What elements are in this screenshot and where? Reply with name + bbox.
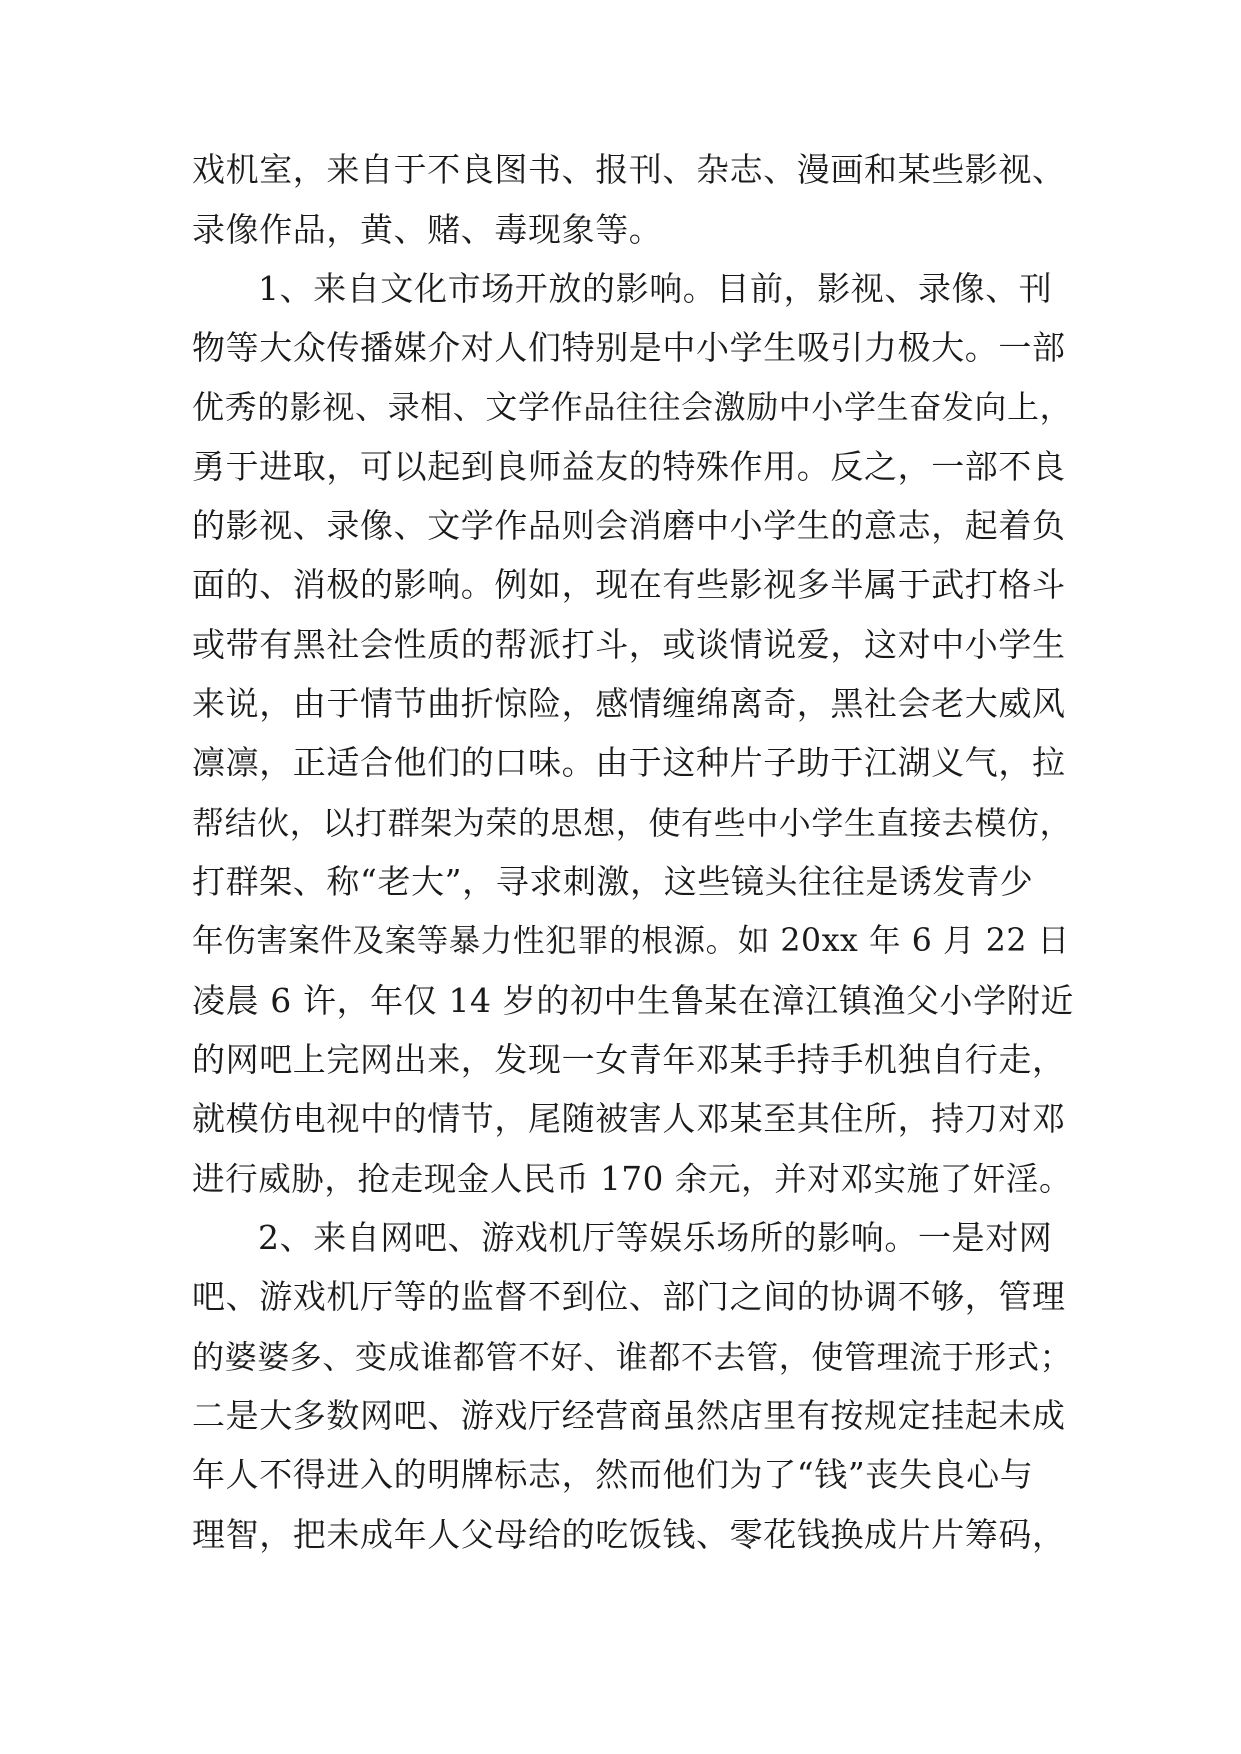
text-line: 勇于进取，可以起到良师益友的特殊作用。反之，一部不良 [192, 447, 1066, 486]
text-line: 凛凛，正适合他们的口味。由于这种片子助于江湖义气，拉 [192, 743, 1066, 782]
text-line: 录像作品，黄、赌、毒现象等。 [192, 210, 663, 249]
text-line: 的网吧上完网出来，发现一女青年邓某手持手机独自行走， [192, 1040, 1066, 1079]
text-line: 凌晨 6 许，年仅 14 岁的初中生鲁某在漳江镇渔父小学附近 [192, 981, 1074, 1020]
text-line: 或带有黑社会性质的帮派打斗，或谈情说爱，这对中小学生 [192, 625, 1066, 664]
text-line: 年人不得进入的明牌标志，然而他们为了“钱”丧失良心与 [192, 1455, 1034, 1494]
text-line: 来说，由于情节曲折惊险，感情缠绵离奇，黑社会老大威风 [192, 684, 1066, 723]
text-line: 打群架、称“老大”，寻求刺激，这些镜头往往是诱发青少 [192, 862, 1034, 901]
text-line: 二是大多数网吧、游戏厅经营商虽然店里有按规定挂起未成 [192, 1396, 1066, 1435]
text-line: 的婆婆多、变成谁都管不好、谁都不去管，使管理流于形式； [192, 1338, 1073, 1376]
text-line: 理智，把未成年人父母给的吃饭钱、零花钱换成片片筹码， [192, 1515, 1066, 1554]
text-line: 物等大众传播媒介对人们特别是中小学生吸引力极大。一部 [192, 328, 1066, 367]
text-line: 优秀的影视、录相、文学作品往往会激励中小学生奋发向上， [192, 388, 1073, 426]
text-line: 帮结伙，以打群架为荣的思想，使有些中小学生直接去模仿， [192, 804, 1073, 842]
text-line: 面的、消极的影响。例如，现在有些影视多半属于武打格斗 [192, 565, 1066, 604]
text-line: 年伤害案件及案等暴力性犯罪的根源。如 20xx 年 6 月 22 日 [192, 923, 1070, 959]
text-line: 就模仿电视中的情节，尾随被害人邓某至其住所，持刀对邓 [192, 1099, 1066, 1138]
text-line: 进行威胁，抢走现金人民币 170 余元，并对邓实施了奸淫。 [192, 1160, 1073, 1198]
text-line: 戏机室，来自于不良图书、报刊、杂志、漫画和某些影视、 [192, 150, 1066, 189]
text-line: 吧、游戏机厅等的监督不到位、部门之间的协调不够，管理 [192, 1277, 1066, 1316]
paragraph-1-first-line: 1、来自文化市场开放的影响。目前，影视、录像、刊 [258, 269, 1053, 308]
text-line: 的影视、录像、文学作品则会消磨中小学生的意志，起着负 [192, 506, 1066, 545]
paragraph-2-first-line: 2、来自网吧、游戏机厅等娱乐场所的影响。一是对网 [258, 1218, 1053, 1257]
